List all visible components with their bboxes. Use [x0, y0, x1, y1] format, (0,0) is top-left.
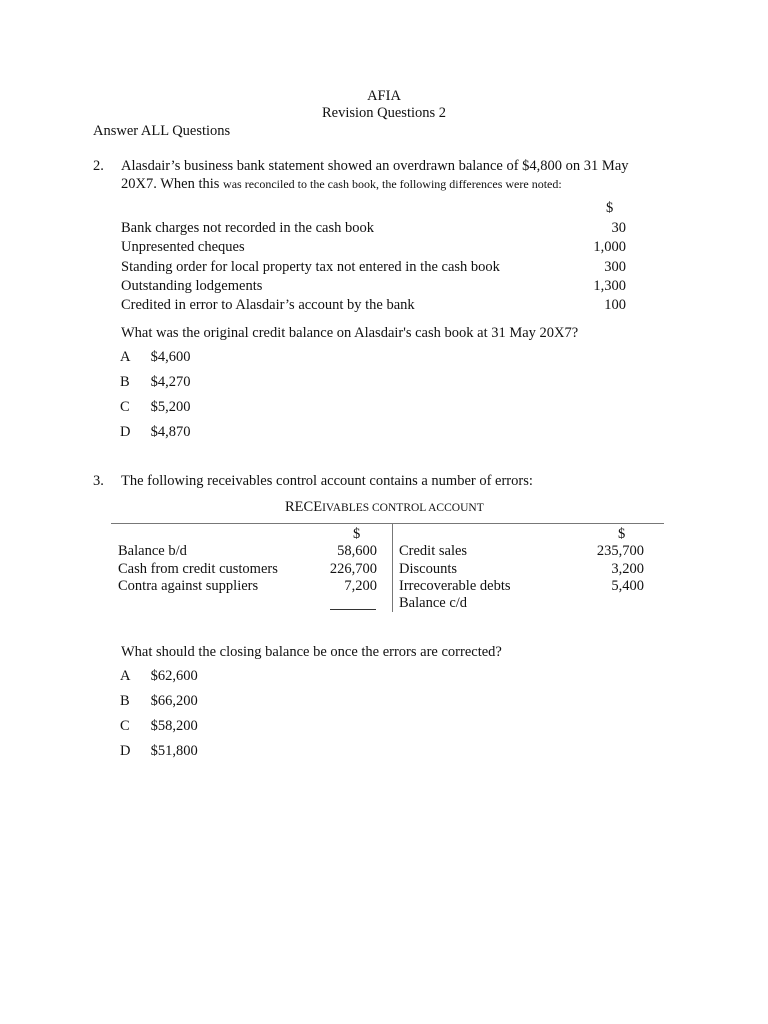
debit-label: Cash from credit customers: [118, 561, 278, 577]
credit-amount: 3,200: [611, 561, 644, 577]
option-text: $62,600: [150, 668, 198, 684]
answer-option[interactable]: [120, 743, 198, 760]
page-subtitle: Revision Questions 2: [321, 105, 447, 121]
account-title-small: IVABLES CONTROL ACCOUNT: [322, 502, 484, 514]
option-text: $66,200: [150, 693, 198, 709]
credit-label: Discounts: [399, 561, 457, 577]
t-account-currency-right: $: [618, 526, 626, 542]
q2-currency-header: $: [606, 200, 614, 216]
account-title: [285, 499, 484, 516]
q3-question: What should the closing balance be once the errors are corrected?: [121, 644, 502, 660]
answer-option[interactable]: [120, 349, 191, 366]
t-account-divider: [392, 523, 393, 612]
debit-amount: 226,700: [329, 561, 377, 577]
t-account-top-rule: [111, 523, 664, 524]
option-text: $4,600: [150, 349, 191, 365]
credit-amount: 5,400: [611, 578, 644, 594]
option-text: $5,200: [150, 399, 191, 415]
q2-text-line1: Alasdair’s business bank statement showed an overdrawn balance of $4,800 on 31 May: [121, 158, 629, 174]
answer-option[interactable]: [120, 693, 198, 710]
credit-label: Balance c/d: [399, 595, 468, 611]
option-text: $51,800: [150, 743, 198, 759]
debit-amount: 58,600: [337, 543, 377, 559]
option-letter: A: [120, 668, 131, 684]
answer-option[interactable]: [120, 668, 198, 685]
q2-item-amount: 30: [611, 220, 626, 236]
page-title: AFIA: [367, 88, 401, 104]
answer-option[interactable]: [120, 424, 191, 441]
option-text: $4,270: [150, 374, 191, 390]
q3-intro: The following receivables control account contains a number of errors:: [121, 473, 533, 489]
debit-label: Balance b/d: [118, 543, 187, 559]
option-letter: C: [120, 718, 130, 734]
option-text: $58,200: [150, 718, 198, 734]
q2-item-amount: 1,300: [593, 278, 626, 294]
q2-item-label: Unpresented cheques: [121, 239, 245, 255]
t-account-total-rule: [330, 609, 376, 610]
q2-item-label: Credited in error to Alasdair’s account by the bank: [121, 297, 415, 313]
option-text: $4,870: [150, 424, 191, 440]
option-letter: B: [120, 374, 130, 390]
q2-number: 2.: [93, 158, 104, 174]
q2-item-label: Outstanding lodgements: [121, 278, 263, 294]
q2-text-line2: [121, 176, 562, 193]
option-letter: D: [120, 743, 131, 759]
q2-item-amount: 1,000: [593, 239, 626, 255]
q2-text-line2-main: 20X7. When this: [121, 176, 220, 192]
debit-amount: 7,200: [344, 578, 377, 594]
q2-text-line2-small: was reconciled to the cash book, the following differences were noted:: [223, 177, 562, 191]
option-letter: B: [120, 693, 130, 709]
q2-item-amount: 100: [604, 297, 626, 313]
q2-item-label: Standing order for local property tax not entered in the cash book: [121, 259, 500, 275]
option-letter: A: [120, 349, 131, 365]
account-title-big: RECE: [285, 499, 323, 515]
credit-label: Irrecoverable debts: [399, 578, 511, 594]
instruction-text: Answer ALL Questions: [93, 123, 231, 139]
credit-label: Credit sales: [399, 543, 468, 559]
answer-option[interactable]: [120, 718, 198, 735]
credit-amount: 235,700: [596, 543, 644, 559]
q3-number: 3.: [93, 473, 104, 489]
option-letter: D: [120, 424, 131, 440]
answer-option[interactable]: [120, 374, 191, 391]
q2-item-label: Bank charges not recorded in the cash book: [121, 220, 374, 236]
q2-question: What was the original credit balance on Alasdair's cash book at 31 May 20X7?: [121, 325, 579, 341]
t-account-currency-left: $: [353, 526, 361, 542]
option-letter: C: [120, 399, 130, 415]
answer-option[interactable]: [120, 399, 191, 416]
debit-label: Contra against suppliers: [118, 578, 259, 594]
q2-item-amount: 300: [604, 259, 626, 275]
